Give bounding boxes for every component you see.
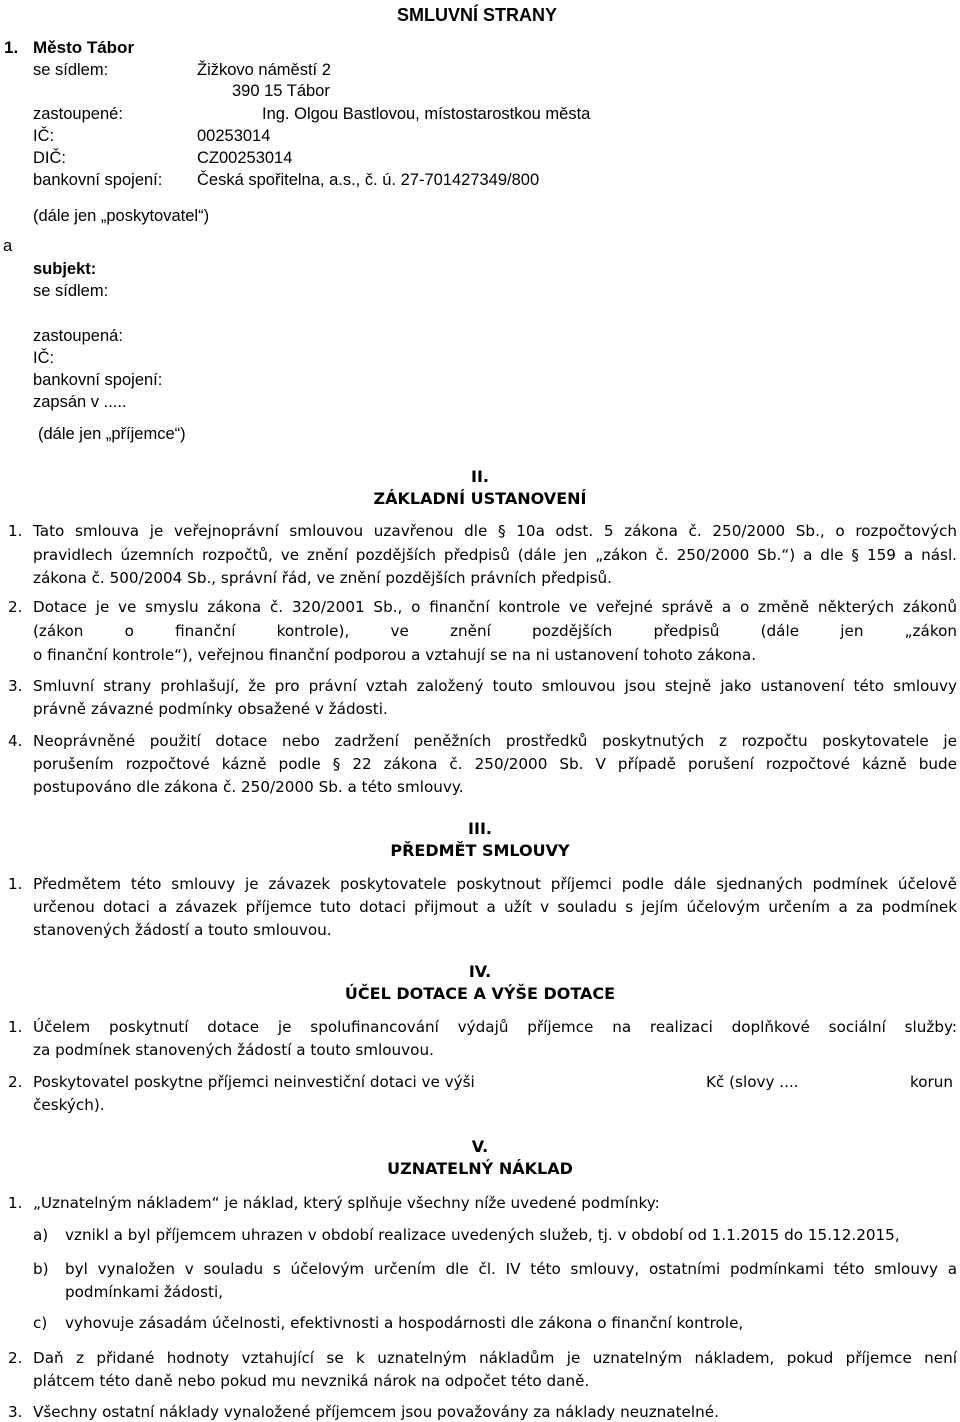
party1-seat-label: se sídlem: [33,61,109,79]
sec2-p3-line1: Smluvní strany prohlašují, že pro právní vztah založený touto smlouvou jsou stejně jako ustanovení této smlouvy [33,677,957,695]
party2-ic-label: IČ: [33,349,55,367]
sec2-p1-line1: Tato smlouva je veřejnoprávní smlouvou uzavřenou dle § 10a odst. 5 zákona č. 250/2000 Sb., o rozpočtových [33,522,957,540]
party2-subject-label: subjekt: [33,260,97,278]
sec3-p1-number: 1. [8,875,23,893]
sec5-a-marker: a) [33,1226,49,1244]
sec2-p1-line3: zákona č. 500/2004 Sb., správní řád, ve znění pozdějších právních předpisů. [33,569,612,587]
sec2-number: II. [471,467,489,486]
party1-dic-value: CZ00253014 [197,149,293,167]
party2-alias: (dále jen „příjemce“) [38,425,186,443]
sec4-p2-text: Poskytovatel poskytne příjemci neinvestiční dotaci ve výši [33,1073,475,1091]
party1-dic-label: DIČ: [33,149,66,167]
sec5-p2-number: 2. [8,1349,23,1367]
sec3-p1-line3: stanovených žádostí a touto smlouvou. [33,921,332,939]
sec2-title: ZÁKLADNÍ USTANOVENÍ [373,489,587,508]
party2-seat-label: se sídlem: [33,282,109,300]
sec5-b-marker: b) [33,1260,49,1278]
party1-number: 1. [4,38,19,57]
sec4-p2-currency: Kč (slovy .... [706,1073,799,1091]
sec5-title: UZNATELNÝ NÁKLAD [387,1159,573,1178]
sec3-number: III. [468,819,492,838]
sec4-p2-korun: korun [910,1073,954,1091]
sec2-p1-line2: pravidlech územních rozpočtů, ve znění pozdějších předpisů (dále jen „zákon č. 250/2000 Sb.“) a dle § 159 a násl. [33,546,957,564]
sec2-p3-line2: právně závazné podmínky obsažené v žádosti. [33,700,388,718]
sec2-p4-line3: postupováno dle zákona č. 250/2000 Sb. a této smlouvy. [33,778,464,796]
sec4-p1-number: 1. [8,1018,23,1036]
sec2-p2-line2: (zákon o finanční kontrole), ve znění pozdějších předpisů (dále jen „zákon [33,622,957,640]
sec4-number: IV. [468,962,492,981]
sec3-p1-line1: Předmětem této smlouvy je závazek poskytovatele poskytnout příjemci podle dále sjednaných podmínek účelově [33,875,957,893]
party1-alias: (dále jen „poskytovatel“) [33,207,210,225]
sec5-b-line2: podmínkami žádosti, [65,1283,224,1301]
party1-seat-line2: 390 15 Tábor [232,82,330,100]
sec4-p2-line2: českých). [33,1096,105,1114]
sec5-a-text: vznikl a byl příjemcem uhrazen v období realizace uvedených služeb, tj. v období od 1.1.2015 do 15.12.2015, [65,1226,900,1244]
sec3-p1-line2: určenou dotaci a závazek příjemce tuto dotaci přijmout a užít v souladu s jejím účelovým určením a za podmínek [33,898,957,916]
sec5-p2-line2: plátcem této daně nebo pokud mu nevzniká nárok na odpočet této daně. [33,1372,590,1390]
party1-bank-value: Česká spořitelna, a.s., č. ú. 27-701427349/800 [197,171,540,189]
sec2-p3-number: 3. [8,677,23,695]
sec2-p1-number: 1. [8,522,23,540]
party2-rep-label: zastoupená: [33,327,123,345]
sec5-c-text: vyhovuje zásadám účelnosti, efektivnosti a hospodárnosti dle zákona o finanční kontrole, [65,1314,744,1332]
party1-rep-value: Ing. Olgou Bastlovou, místostarostkou města [262,105,591,123]
sec5-p1-number: 1. [8,1194,23,1212]
sec5-c-marker: c) [33,1314,48,1332]
sec2-p4-line2: porušením rozpočtové kázně podle § 22 zákona č. 250/2000 Sb. V případě porušení rozpočtové kázně bude [33,755,957,773]
party2-register: zapsán v ..... [33,393,127,411]
sec5-p3-line1: Všechny ostatní náklady vynaložené příjemcem jsou považovány za náklady neuznatelné. [33,1403,719,1421]
sec5-b-line1: byl vynaložen v souladu s účelovým určením dle čl. IV této smlouvy, ostatními podmínkami této smlouvy a [65,1260,957,1278]
sec5-p1-line1: „Uznatelným nákladem“ je náklad, který splňuje všechny níže uvedené podmínky: [33,1194,660,1212]
sec4-p1-line1: Účelem poskytnutí dotace je spolufinancování výdajů příjemce na realizaci doplňkové sociální služby: [33,1018,957,1036]
sec5-p3-number: 3. [8,1403,23,1421]
party2-bank-label: bankovní spojení: [33,371,163,389]
party1-rep-label: zastoupené: [33,105,123,123]
party1-name: Město Tábor [33,38,135,57]
sec2-p2-number: 2. [8,598,23,616]
and-connector: a [3,237,13,255]
party1-ic-label: IČ: [33,127,55,145]
sec3-title: PŘEDMĚT SMLOUVY [390,841,570,860]
party1-bank-label: bankovní spojení: [33,171,163,189]
heading-smluvni-strany: SMLUVNÍ STRANY [397,5,558,25]
sec5-p2-line1: Daň z přidané hodnoty vztahující se k uznatelným nákladům je uznatelným nákladem, pokud příjemce není [33,1349,957,1367]
sec2-p4-number: 4. [8,732,23,750]
sec4-p1-line2: za podmínek stanovených žádostí a touto smlouvou. [33,1041,434,1059]
sec2-p2-line3: o finanční kontrole“), veřejnou finanční podporou a vztahují se na ni ustanovení tohoto zákona. [33,646,757,664]
sec2-p4-line1: Neoprávněné použití dotace nebo zadržení peněžních prostředků poskytnutých z rozpočtu poskytovatele je [33,732,957,750]
party1-ic-value: 00253014 [197,127,271,145]
sec4-title: ÚČEL DOTACE A VÝŠE DOTACE [344,984,616,1003]
sec2-p2-line1: Dotace je ve smyslu zákona č. 320/2001 Sb., o finanční kontrole ve veřejné správě a o změně některých zákonů [33,598,957,616]
party1-seat-line1: Žižkovo náměstí 2 [197,61,331,79]
sec4-p2-number: 2. [8,1073,23,1091]
sec5-number: V. [471,1137,489,1156]
